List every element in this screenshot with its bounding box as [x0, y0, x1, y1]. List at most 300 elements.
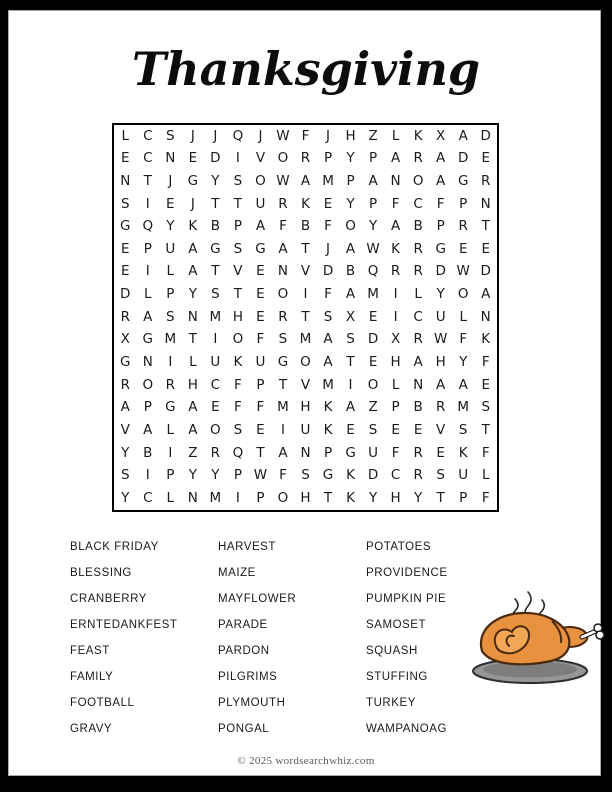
word-search-grid: [112, 123, 499, 512]
grid-cell: O: [412, 172, 424, 189]
grid-cell: I: [145, 467, 150, 484]
grid-cell: P: [369, 150, 378, 167]
word-list-item: FAMILY: [70, 671, 114, 683]
grid-cell: T: [301, 240, 310, 257]
grid-cell: C: [143, 150, 153, 167]
grid-cell: V: [300, 263, 311, 280]
grid-cell: Y: [121, 444, 130, 461]
word-list-item: PARDON: [218, 645, 270, 657]
grid-cell: F: [234, 376, 242, 393]
grid-cell: Q: [232, 444, 244, 461]
grid-cell: E: [436, 444, 445, 461]
grid-cell: J: [190, 195, 195, 212]
grid-cell: O: [210, 421, 221, 438]
grid-cell: N: [300, 444, 311, 461]
grid-cell: A: [300, 172, 311, 189]
grid-cell: S: [301, 467, 310, 484]
grid-cell: G: [277, 354, 289, 371]
grid-cell: Y: [188, 467, 197, 484]
grid-cell: Y: [211, 172, 220, 189]
grid-cell: M: [299, 331, 312, 348]
grid-cell: K: [391, 240, 401, 257]
grid-cell: N: [390, 172, 401, 189]
grid-cell: P: [256, 376, 265, 393]
copyright-text: © 2025 wordsearchwhiz.com: [237, 755, 375, 767]
grid-cell: K: [323, 399, 333, 416]
grid-cell: S: [436, 467, 445, 484]
grid-cell: D: [120, 286, 131, 303]
word-list-item: PUMPKIN PIE: [366, 593, 447, 605]
grid-cell: A: [323, 354, 333, 371]
grid-cell: A: [345, 399, 356, 416]
word-list-item: SAMOSET: [366, 619, 427, 631]
grid-cell: K: [481, 331, 491, 348]
grid-cell: T: [481, 218, 490, 235]
grid-cell: H: [435, 354, 446, 371]
grid-cell: F: [436, 195, 445, 212]
grid-cell: T: [301, 308, 310, 325]
grid-cell: E: [458, 240, 468, 257]
grid-cell: S: [346, 331, 355, 348]
grid-cell: U: [368, 444, 379, 461]
grid-cell: A: [458, 376, 468, 393]
grid-cell: Q: [142, 218, 154, 235]
grid-cell: N: [413, 376, 424, 393]
grid-cell: H: [232, 308, 243, 325]
grid-cell: O: [277, 286, 289, 303]
grid-cell: P: [166, 286, 175, 303]
grid-cell: A: [278, 444, 288, 461]
grid-cell: L: [166, 421, 175, 438]
grid-cell: R: [120, 376, 130, 393]
grid-cell: V: [233, 263, 243, 280]
grid-cell: A: [143, 421, 153, 438]
grid-cell: L: [481, 467, 490, 484]
grid-cell: R: [413, 331, 423, 348]
grid-cell: O: [345, 218, 356, 235]
grid-cell: F: [391, 444, 400, 461]
grid-cell: Y: [188, 286, 197, 303]
grid-cell: I: [393, 286, 398, 303]
grid-cell: A: [188, 399, 198, 416]
grid-cell: F: [481, 489, 490, 506]
grid-cell: A: [188, 421, 198, 438]
grid-cell: K: [301, 195, 310, 212]
grid-cell: M: [457, 399, 470, 416]
grid-cell: Y: [414, 489, 423, 506]
grid-cell: N: [187, 489, 198, 506]
grid-cell: V: [300, 376, 311, 393]
grid-cell: H: [390, 354, 401, 371]
grid-cell: L: [166, 263, 175, 280]
grid-cell: J: [213, 127, 218, 144]
grid-cell: R: [413, 444, 423, 461]
grid-cell: E: [256, 308, 265, 325]
grid-cell: K: [323, 421, 333, 438]
grid-cell: U: [255, 354, 266, 371]
grid-cell: F: [256, 399, 265, 416]
grid-cell: U: [300, 421, 311, 438]
grid-cell: T: [481, 421, 490, 438]
grid-cell: C: [210, 376, 221, 393]
grid-cell: T: [233, 286, 243, 303]
grid-cell: A: [436, 172, 446, 189]
grid-cell: R: [165, 376, 175, 393]
grid-cell: T: [211, 195, 220, 212]
grid-cell: C: [413, 308, 423, 325]
grid-cell: L: [166, 489, 175, 506]
grid-cell: L: [391, 127, 400, 144]
grid-cell: F: [301, 127, 310, 144]
grid-cell: D: [367, 331, 379, 348]
grid-cell: L: [144, 286, 152, 303]
grid-cell: T: [188, 331, 197, 348]
grid-cell: O: [457, 286, 469, 303]
grid-cell: E: [413, 421, 423, 438]
grid-cell: W: [276, 127, 290, 144]
grid-cell: T: [346, 354, 355, 371]
grid-cell: A: [436, 150, 446, 167]
grid-cell: N: [480, 308, 491, 325]
grid-cell: A: [481, 286, 491, 303]
grid-cell: E: [166, 195, 175, 212]
grid-cell: D: [458, 150, 469, 167]
grid-cell: L: [121, 127, 130, 144]
grid-cell: R: [390, 263, 401, 280]
grid-cell: A: [120, 399, 130, 416]
grid-cell: S: [233, 421, 243, 438]
grid-cell: K: [346, 467, 355, 484]
grid-cell: A: [390, 150, 401, 167]
grid-cell: F: [481, 444, 490, 461]
grid-cell: A: [413, 354, 423, 371]
grid-cell: B: [210, 218, 220, 235]
grid-cell: I: [235, 150, 240, 167]
grid-cell: S: [481, 399, 491, 416]
grid-cell: D: [367, 467, 379, 484]
word-list-item: WAMPANOAG: [366, 723, 447, 735]
grid-cell: E: [481, 376, 490, 393]
grid-cell: M: [209, 489, 222, 506]
word-list-item: ERNTEDANKFEST: [70, 619, 178, 631]
grid-cell: U: [458, 467, 469, 484]
grid-cell: F: [279, 467, 287, 484]
grid-cell: S: [368, 421, 378, 438]
grid-cell: F: [234, 399, 242, 416]
grid-cell: X: [390, 331, 401, 348]
grid-cell: E: [120, 150, 130, 167]
grid-cell: J: [326, 127, 330, 144]
grid-cell: U: [165, 240, 176, 257]
word-list-item: SQUASH: [366, 645, 418, 657]
grid-cell: R: [413, 467, 423, 484]
grid-cell: I: [213, 331, 218, 348]
grid-cell: D: [322, 263, 334, 280]
grid-cell: O: [300, 354, 311, 371]
grid-cell: I: [303, 286, 308, 303]
grid-cell: L: [459, 308, 467, 325]
grid-cell: K: [413, 127, 423, 144]
grid-cell: Y: [368, 218, 378, 235]
grid-cell: I: [145, 263, 150, 280]
grid-cell: Z: [188, 444, 198, 461]
word-list-column-2: [218, 538, 368, 746]
grid-cell: D: [480, 127, 491, 144]
grid-cell: C: [390, 467, 401, 484]
grid-cell: J: [168, 172, 173, 189]
grid-cell: G: [345, 444, 356, 461]
word-list-item: POTATOES: [366, 541, 432, 553]
grid-cell: B: [413, 218, 423, 235]
grid-cell: F: [481, 354, 490, 371]
grid-cell: L: [189, 354, 197, 371]
grid-cell: E: [368, 308, 378, 325]
grid-cell: Y: [346, 195, 355, 212]
grid-cell: W: [456, 263, 470, 280]
grid-cell: Y: [436, 286, 445, 303]
grid-cell: R: [435, 399, 446, 416]
grid-cell: B: [413, 399, 423, 416]
grid-cell: O: [255, 172, 266, 189]
grid-cell: E: [368, 354, 378, 371]
grid-cell: N: [165, 150, 176, 167]
grid-cell: R: [210, 444, 221, 461]
grid-cell: X: [120, 331, 130, 348]
grid-cell: T: [278, 376, 288, 393]
grid-cell: T: [436, 489, 445, 506]
grid-cell: F: [324, 218, 332, 235]
grid-cell: R: [458, 218, 468, 235]
grid-cell: K: [188, 218, 198, 235]
grid-cell: G: [165, 399, 176, 416]
grid-cell: R: [278, 308, 288, 325]
grid-cell: M: [322, 172, 334, 189]
grid-cell: Y: [459, 354, 468, 371]
grid-cell: M: [209, 308, 222, 325]
grid-cell: U: [255, 195, 266, 212]
grid-cell: G: [457, 172, 469, 189]
grid-cell: D: [480, 263, 491, 280]
grid-cell: W: [253, 467, 268, 484]
grid-cell: L: [414, 286, 422, 303]
grid-cell: P: [459, 489, 468, 506]
grid-cell: I: [280, 421, 285, 438]
grid-cell: X: [345, 308, 356, 325]
grid-cell: A: [345, 286, 356, 303]
grid-cell: E: [256, 421, 265, 438]
grid-cell: J: [190, 127, 195, 144]
grid-cell: U: [210, 354, 221, 371]
grid-cell: O: [277, 489, 289, 506]
grid-cell: M: [367, 286, 379, 303]
grid-cell: I: [145, 195, 150, 212]
word-list-item: FOOTBALL: [70, 697, 135, 709]
grid-cell: G: [120, 218, 131, 235]
word-list-item: TURKEY: [366, 697, 416, 709]
word-list-item: BLACK FRIDAY: [70, 541, 159, 553]
grid-cell: A: [323, 331, 333, 348]
grid-cell: Y: [121, 489, 130, 506]
grid-cell: O: [232, 331, 244, 348]
grid-cell: V: [436, 421, 446, 438]
grid-cell: J: [326, 240, 330, 257]
grid-cell: E: [188, 150, 198, 167]
grid-cell: N: [277, 263, 289, 280]
grid-cell: A: [255, 218, 266, 235]
grid-cell: G: [187, 172, 199, 189]
grid-cell: F: [279, 218, 287, 235]
grid-cell: E: [120, 240, 130, 257]
word-list-item: BLESSING: [70, 567, 132, 579]
grid-cell: N: [120, 172, 131, 189]
grid-cell: I: [393, 308, 398, 325]
grid-cell: W: [276, 172, 290, 189]
grid-cell: X: [436, 127, 446, 144]
grid-cell: A: [278, 240, 288, 257]
grid-cell: D: [210, 150, 221, 167]
grid-cell: P: [323, 150, 333, 167]
grid-cell: M: [164, 331, 177, 348]
grid-cell: H: [390, 489, 401, 506]
grid-cell: P: [391, 399, 400, 416]
word-list-item: CRANBERRY: [70, 593, 147, 605]
grid-cell: Y: [211, 467, 220, 484]
grid-cell: Y: [346, 150, 355, 167]
grid-cell: R: [413, 150, 423, 167]
grid-cell: S: [458, 421, 468, 438]
grid-cell: S: [323, 308, 333, 325]
grid-cell: D: [435, 263, 446, 280]
grid-cell: I: [168, 444, 173, 461]
grid-cell: B: [300, 218, 311, 235]
grid-cell: M: [322, 376, 334, 393]
word-list-item: MAYFLOWER: [218, 593, 297, 605]
grid-cell: L: [391, 376, 400, 393]
grid-cell: E: [256, 263, 265, 280]
grid-cell: Q: [367, 263, 379, 280]
grid-cell: R: [481, 172, 491, 189]
word-list-item: MAIZE: [218, 567, 256, 579]
grid-cell: M: [277, 399, 289, 416]
grid-cell: O: [367, 376, 379, 393]
grid-cell: K: [346, 489, 355, 506]
word-list-item: HARVEST: [218, 541, 276, 553]
grid-cell: H: [300, 399, 311, 416]
grid-cell: G: [322, 467, 334, 484]
grid-cell: P: [459, 195, 468, 212]
grid-cell: N: [187, 308, 198, 325]
grid-cell: S: [233, 240, 243, 257]
grid-cell: R: [413, 240, 423, 257]
grid-cell: F: [256, 331, 265, 348]
grid-cell: Z: [368, 127, 378, 144]
grid-cell: P: [233, 467, 242, 484]
word-list-item: STUFFING: [366, 671, 428, 683]
grid-cell: K: [458, 444, 468, 461]
grid-cell: S: [120, 195, 130, 212]
puzzle-title: Thanksgiving: [131, 42, 481, 96]
grid-cell: P: [143, 240, 152, 257]
grid-cell: C: [143, 489, 153, 506]
grid-cell: P: [436, 218, 445, 235]
grid-cell: P: [369, 195, 378, 212]
grid-cell: Y: [368, 489, 378, 506]
grid-cell: G: [142, 331, 154, 348]
grid-cell: E: [323, 195, 333, 212]
grid-cell: W: [366, 240, 380, 257]
grid-cell: E: [481, 150, 490, 167]
grid-cell: H: [300, 489, 311, 506]
grid-cell: T: [143, 172, 152, 189]
word-list-item: PARADE: [218, 619, 268, 631]
grid-cell: O: [277, 150, 289, 167]
grid-cell: A: [188, 263, 198, 280]
roast-turkey-icon: [468, 588, 610, 693]
grid-cell: H: [187, 376, 198, 393]
grid-cell: P: [166, 467, 175, 484]
grid-cell: E: [256, 286, 265, 303]
grid-cell: W: [433, 331, 448, 348]
grid-cell: E: [120, 263, 130, 280]
grid-cell: A: [436, 376, 446, 393]
grid-cell: S: [166, 127, 175, 144]
word-list-item: PLYMOUTH: [218, 697, 286, 709]
grid-cell: N: [142, 354, 153, 371]
grid-cell: T: [233, 195, 243, 212]
grid-cell: F: [459, 331, 468, 348]
grid-cell: P: [143, 399, 152, 416]
grid-cell: I: [348, 376, 353, 393]
grid-cell: A: [188, 240, 198, 257]
grid-cell: V: [120, 421, 130, 438]
grid-cell: E: [346, 421, 355, 438]
grid-cell: E: [391, 421, 400, 438]
grid-cell: R: [278, 195, 288, 212]
grid-cell: C: [143, 127, 153, 144]
grid-cell: V: [255, 150, 266, 167]
grid-cell: T: [323, 489, 333, 506]
grid-cell: S: [211, 286, 220, 303]
grid-cell: B: [143, 444, 153, 461]
grid-cell: A: [143, 308, 153, 325]
grid-cell: Y: [166, 218, 175, 235]
grid-cell: F: [391, 195, 400, 212]
grid-cell: H: [345, 127, 356, 144]
grid-cell: B: [345, 263, 356, 280]
grid-cell: K: [233, 354, 243, 371]
grid-cell: G: [435, 240, 446, 257]
grid-cell: N: [480, 195, 491, 212]
grid-cell: U: [435, 308, 446, 325]
grid-cell: P: [323, 444, 333, 461]
grid-cell: O: [142, 376, 154, 393]
grid-cell: Z: [368, 399, 378, 416]
grid-cell: S: [278, 331, 288, 348]
grid-cell: R: [413, 263, 423, 280]
grid-cell: C: [413, 195, 423, 212]
grid-cell: I: [235, 489, 240, 506]
grid-cell: Q: [232, 127, 244, 144]
grid-cell: A: [390, 218, 401, 235]
grid-cell: A: [345, 240, 356, 257]
grid-cell: R: [120, 308, 130, 325]
grid-cell: S: [233, 172, 243, 189]
grid-cell: F: [324, 286, 332, 303]
grid-cell: P: [346, 172, 355, 189]
grid-cell: A: [368, 172, 378, 189]
grid-cell: P: [256, 489, 265, 506]
grid-cell: E: [211, 399, 220, 416]
